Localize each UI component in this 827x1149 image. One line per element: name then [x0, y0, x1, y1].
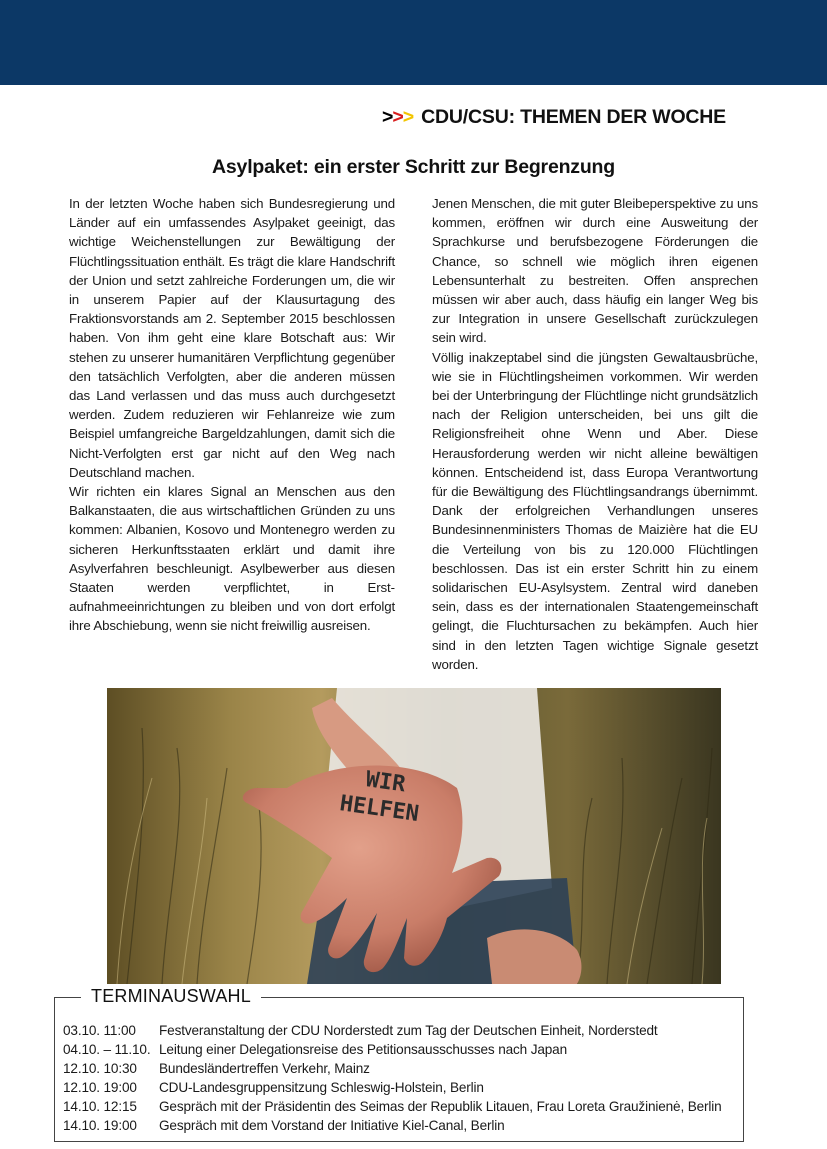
termin-text: Festveranstaltung der CDU Norderstedt zum Tag der Deutschen Einheit, Norderstedt [159, 1023, 658, 1038]
termin-list [63, 1021, 737, 1135]
termin-text: Gespräch mit dem Vorstand der Initiative Kiel-Canal, Berlin [159, 1118, 505, 1133]
section-title: CDU/CSU: THEMEN DER WOCHE [421, 106, 726, 128]
termin-date: 12.10. 19:00 [63, 1080, 137, 1095]
section-header [382, 106, 726, 129]
termin-row [63, 1040, 737, 1059]
paragraph: Jenen Menschen, die mit guter Bleibeperspektive zu uns kommen, eröffnen wir durch eine Ausweitung der Sprachkurse und berufsbezogene Förderungen die Chance, so schnell wie möglich ihren eigenen Lebensunterhalt zu bestreiten. Offen ansprechen müssen wir aber auch, dass häufig ein langer Weg bis zur Integration in unsere Gesellschaft zurückzulegen sein wird. [432, 196, 758, 346]
article-headline: Asylpaket: ein erster Schritt zur Begrenzung [212, 156, 615, 178]
termin-row [63, 1097, 737, 1116]
termin-date: 14.10. 12:15 [63, 1099, 137, 1114]
termin-text: Leitung einer Delegationsreise des Petitionsausschusses nach Japan [159, 1042, 567, 1057]
termin-title: TERMINAUSWAHL [81, 986, 261, 1007]
article-column-right [432, 194, 758, 674]
termin-row [63, 1059, 737, 1078]
photo-illustration [107, 688, 721, 984]
chevron-arrows-icon: >>> [381, 106, 414, 128]
termin-row [63, 1116, 737, 1135]
termin-date: 14.10. 19:00 [63, 1118, 137, 1133]
termin-box [54, 986, 744, 1142]
termin-text: CDU-Landesgruppensitzung Schleswig-Holstein, Berlin [159, 1080, 484, 1095]
article-column-left [69, 194, 395, 636]
article-photo [107, 688, 721, 984]
termin-date: 12.10. 10:30 [63, 1061, 137, 1076]
paragraph: In der letzten Woche haben sich Bundesregierung und Länder auf ein umfassendes Asylpaket geeinigt, das wichtige Weichenstellungen zur Bewältigung der Flüchtlingssituation enthält. Es trägt die klare Handschrift der Union und setzt zahlreiche Forderungen um, die wir in unserem Papier auf der Klausurtagung des Fraktionsvorstands am 2. September 2015 beschlossen haben. Von ihm geht eine klare Botschaft aus: Wir stehen zu unserer humanitären Verpflichtung gegenüber den tatsächlich Verfolgten, aber die anderen müssen das Land verlassen und das muss auch durchgesetzt werden. Zudem reduzieren wir Fehlanreize wie zum Beispiel umfangreiche Bargeldzahlungen, damit sich die Nicht-Verfolgten erst gar nicht auf den Weg nach Deutschland machen. [69, 196, 395, 480]
paragraph: Völlig inakzeptabel sind die jüngsten Gewaltausbrüche, wie sie in Flüchtlingsheimen vorkommen. Wir werden bei der Unterbringung der Flüchtlinge nicht grundsätzlich nach der Religion unterscheiden, bei uns gilt die Religionsfreiheit ohne Wenn und Aber. Diese Herausforderung werden wir nicht alleine bewältigen können. Entscheidend ist, dass Europa Verantwortung für die Bewältigung des Flüchtlingsandrangs übernimmt. Dank der erfolgreichen Verhandlungen unseres Bundesinnenministers Thomas de Maizière hat die EU die Verteilung von bis zu 120.000 Flüchtlingen beschlossen. Das ist ein erster Schritt hin zu einem solidarischen EU-Asylsystem. Zentral wird daneben sein, dass es der internationalen Staatengemeinschaft gelingt, die Fluchtursachen zu bekämpfen. Auch hier sind in den letzten Tagen wichtige Signale gesetzt worden. [432, 349, 758, 672]
termin-row [63, 1021, 737, 1040]
termin-date: 04.10. – 11.10. [63, 1042, 151, 1057]
top-banner [0, 0, 827, 85]
termin-date: 03.10. 11:00 [63, 1023, 136, 1038]
termin-text: Gespräch mit der Präsidentin des Seimas der Republik Litauen, Frau Loreta Graužinienė, Berlin [159, 1099, 722, 1114]
termin-text: Bundesländertreffen Verkehr, Mainz [159, 1061, 370, 1076]
termin-row [63, 1078, 737, 1097]
hand-text-line2: HELFEN [338, 791, 421, 828]
hand-text-line1: WIR [364, 767, 408, 798]
paragraph: Wir richten ein klares Signal an Menschen aus den Balkanstaaten, die aus wirtschaftlichen Gründen zu uns kommen: Albanien, Kosovo und Montenegro werden zu sicheren Herkunftsstaaten erklärt und damit ihre Asylverfahren beschleunigt. Asylbewerber aus diesen Staaten werden verpflichtet, in Erstaufnahmeeinrichtungen zu bleiben und von dort erfolgt ihre Abschiebung, wenn sie nicht freiwillig ausreisen. [69, 484, 395, 634]
